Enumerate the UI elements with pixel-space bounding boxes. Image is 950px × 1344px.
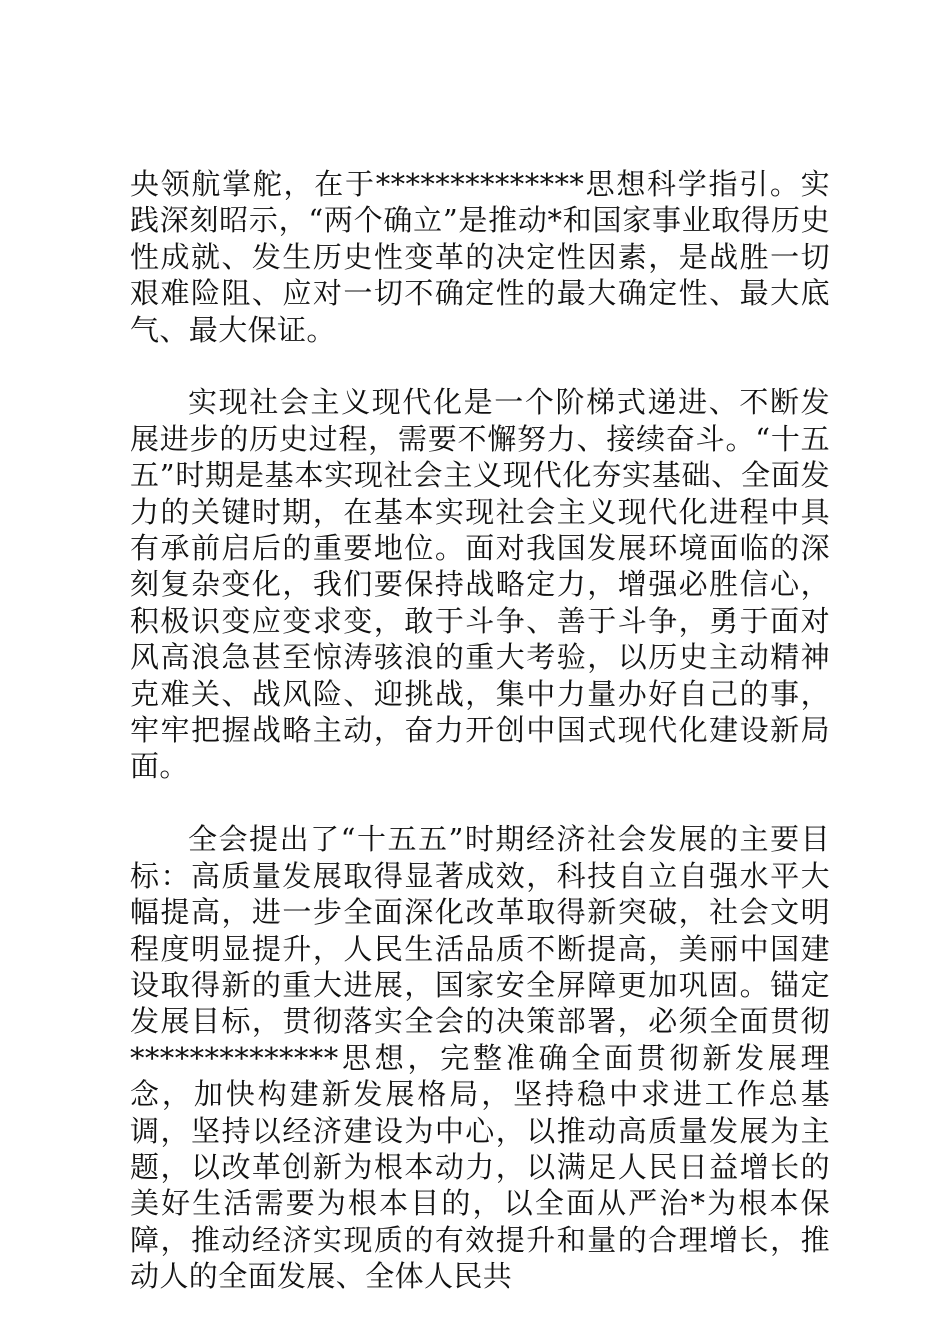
paragraph-2: 实现社会主义现代化是一个阶梯式递进、不断发展进步的历史过程，需要不懈努力、接续奋斗。“十五五”时期是基本实现社会主义现代化夯实基础、全面发力的关键时期，在基本实现社会主义现代化进程中具有承前启后的重要地位。面对我国发展环境面临的深刻复杂变化，我们要保持战略定力，增强必胜信心，积极识变应变求变，敢于斗争、善于斗争，勇于面对风高浪急甚至惊涛骇浪的重大考验，以历史主动精神克难关、战风险、迎挑战，集中力量办好自己的事，牢牢把握战略主动，奋力开创中国式现代化建设新局面。 bbox=[130, 385, 830, 784]
document-body bbox=[130, 166, 830, 1331]
paragraph-3: 全会提出了“十五五”时期经济社会发展的主要目标：高质量发展取得显著成效，科技自立自强水平大幅提高，进一步全面深化改革取得新突破，社会文明程度明显提升，人民生活品质不断提高，美丽中国建设取得新的重大进展，国家安全屏障更加巩固。锚定发展目标，贯彻落实全会的决策部署，必须全面贯彻**************思想，完整准确全面贯彻新发展理念，加快构建新发展格局，坚持稳中求进工作总基调，坚持以经济建设为中心，以推动高质量发展为主题，以改革创新为根本动力，以满足人民日益增长的美好生活需要为根本目的，以全面从严治*为根本保障，推动经济实现质的有效提升和量的合理增长，推动人的全面发展、全体人民共 bbox=[130, 822, 830, 1294]
paragraph-1: 央领航掌舵，在于**************思想科学指引。实践深刻昭示，“两个确立”是推动*和国家事业取得历史性成就、发生历史性变革的决定性因素，是战胜一切艰难险阻、应对一切不确定性的最大确定性、最大底气、最大保证。 bbox=[130, 167, 830, 347]
